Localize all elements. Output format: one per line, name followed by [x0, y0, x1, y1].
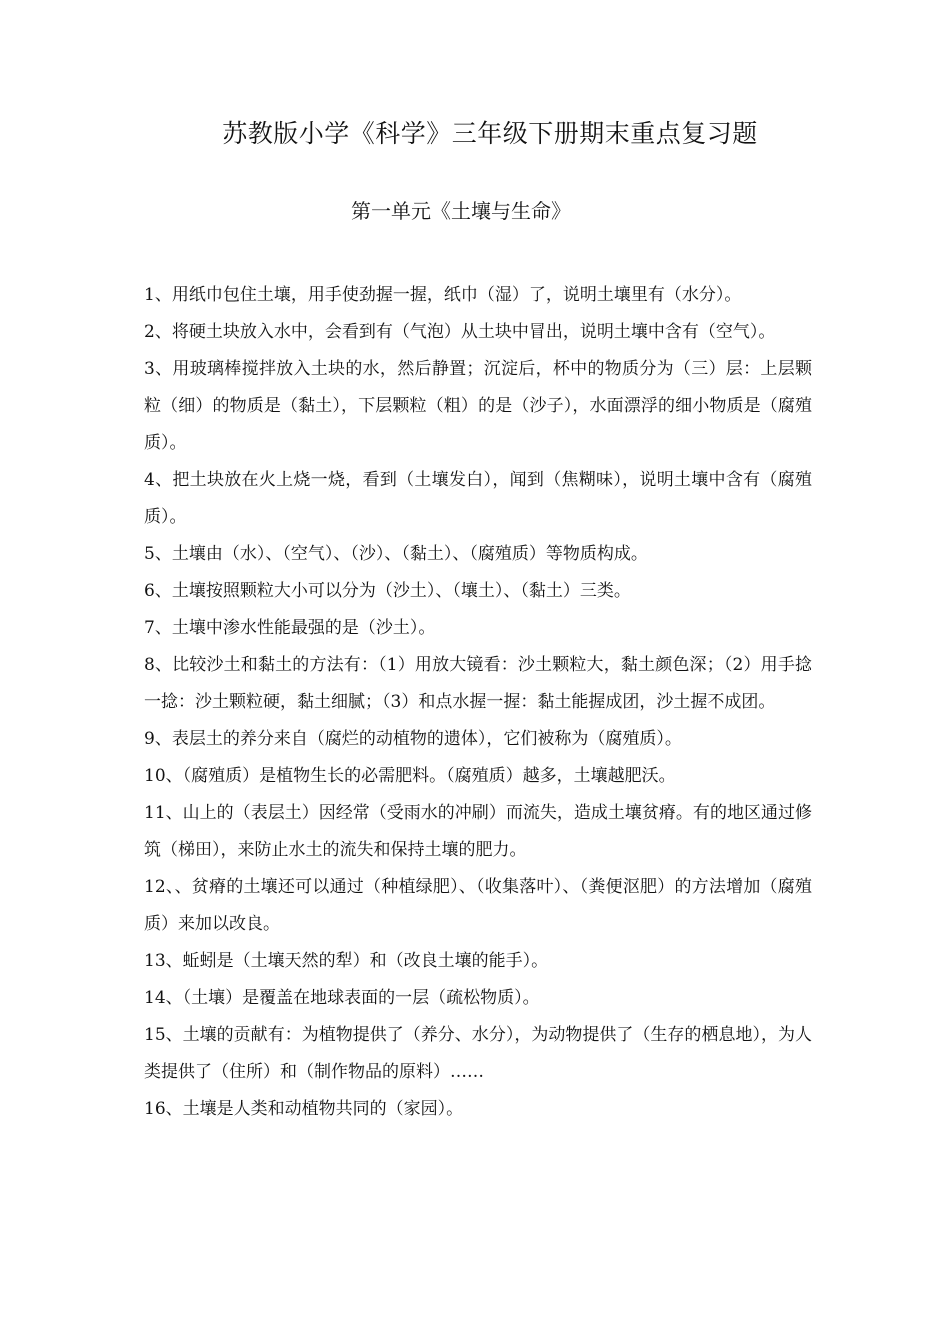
list-item: 10、（腐殖质）是植物生长的必需肥料。（腐殖质）越多，土壤越肥沃。: [144, 766, 676, 786]
list-item: 5、土壤由（水）、（空气）、（沙）、（黏土）、（腐殖质）等物质构成。: [144, 544, 648, 564]
list-item: 1、用纸巾包住土壤，用手使劲握一握，纸巾（湿）了，说明土壤里有（水分）。: [144, 285, 742, 305]
list-item: 7、土壤中渗水性能最强的是（沙土）。: [144, 618, 436, 638]
unit-title: 第一单元《土壤与生命》: [351, 199, 571, 223]
list-item: 15、土壤的贡献有：为植物提供了（养分、水分），为动物提供了（生存的栖息地），为人类提供了（住所）和（制作物品的原料）……: [144, 1025, 812, 1082]
list-item: 4、把土块放在火上烧一烧，看到（土壤发白），闻到（焦糊味），说明土壤中含有（腐殖质）。: [144, 470, 812, 527]
list-item: 9、表层土的养分来自（腐烂的动植物的遗体），它们被称为（腐殖质）。: [144, 729, 682, 749]
list-item: 13、蚯蚓是（土壤天然的犁）和（改良土壤的能手）。: [144, 951, 549, 971]
question-list: [144, 277, 812, 1128]
list-item: 3、用玻璃棒搅拌放入土块的水，然后静置；沉淀后，杯中的物质分为（三）层：上层颗粒（细）的物质是（黏土），下层颗粒（粗）的是（沙子），水面漂浮的细小物质是（腐殖质）。: [144, 359, 812, 453]
list-item: 16、土壤是人类和动植物共同的（家园）。: [144, 1099, 464, 1119]
list-item: 6、土壤按照颗粒大小可以分为（沙土）、（壤土）、（黏土）三类。: [144, 581, 631, 601]
list-item: 2、将硬土块放入水中，会看到有（气泡）从土块中冒出，说明土壤中含有（空气）。: [144, 322, 776, 342]
list-item: 12、、贫瘠的土壤还可以通过（种植绿肥）、（收集落叶）、（粪便沤肥）的方法增加（腐殖质）来加以改良。: [144, 877, 812, 934]
document-title: 苏教版小学《科学》三年级下册期末重点复习题: [222, 119, 758, 148]
list-item: 11、山上的（表层土）因经常（受雨水的冲刷）而流失，造成土壤贫瘠。有的地区通过修筑（梯田），来防止水土的流失和保持土壤的肥力。: [144, 803, 812, 860]
list-item: 14、（土壤）是覆盖在地球表面的一层（疏松物质）。: [144, 988, 540, 1008]
list-item: 8、比较沙土和黏土的方法有：（1）用放大镜看：沙土颗粒大，黏土颜色深；（2）用手捻一捻：沙土颗粒硬，黏土细腻；（3）和点水握一握：黏土能握成团，沙土握不成团。: [144, 655, 812, 712]
